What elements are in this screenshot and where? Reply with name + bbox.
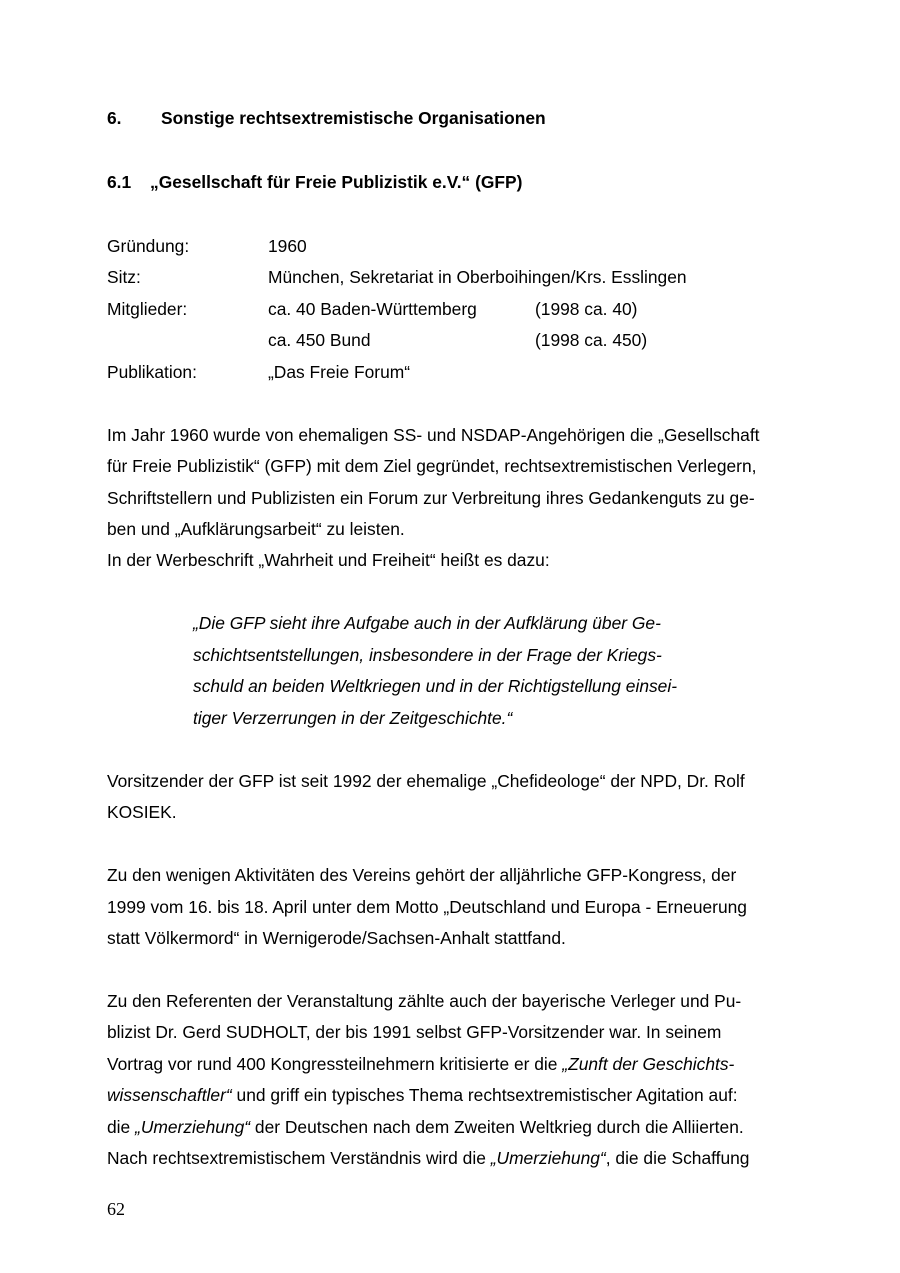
members-federal-prev: (1998 ca. 450) bbox=[535, 330, 648, 350]
text-line: In der Werbeschrift „Wahrheit und Freiheit“ heißt es dazu: bbox=[107, 550, 550, 570]
page-number: 62 bbox=[107, 1199, 125, 1219]
section-heading bbox=[107, 108, 546, 128]
members-bw-prev: (1998 ca. 40) bbox=[535, 299, 638, 319]
quote-line: „Die GFP sieht ihre Aufgabe auch in der Aufklärung über Ge- bbox=[193, 613, 661, 633]
text-line: Zu den Referenten der Veranstaltung zählte auch der bayerische Verleger und Pu- bbox=[107, 991, 742, 1011]
text-line: statt Völkermord“ in Wernigerode/Sachsen-Anhalt stattfand. bbox=[107, 928, 566, 948]
emphasis-run: wissenschaftler“ bbox=[107, 1085, 232, 1105]
emphasis-run: „Zunft der Geschichts- bbox=[562, 1054, 735, 1074]
publication-value: „Das Freie Forum“ bbox=[268, 362, 411, 382]
text-line: Vorsitzender der GFP ist seit 1992 der ehemalige „Chefideologe“ der NPD, Dr. Rolf bbox=[107, 771, 745, 791]
founding-value: 1960 bbox=[268, 236, 307, 256]
quote-line: schichtsentstellungen, insbesondere in der Frage der Kriegs- bbox=[193, 645, 662, 665]
text-run: der Deutschen nach dem Zweiten Weltkrieg durch die Alliierten. bbox=[250, 1117, 744, 1137]
seat-value: München, Sekretariat in Oberboihingen/Krs. Esslingen bbox=[268, 267, 687, 287]
text-line: 1999 vom 16. bis 18. April unter dem Motto „Deutschland und Europa - Erneuerung bbox=[107, 897, 747, 917]
subsection-heading bbox=[107, 172, 523, 192]
quote-line: schuld an beiden Weltkriegen und in der Richtigstellung einsei- bbox=[193, 676, 678, 696]
text-run: und griff ein typisches Thema rechtsextremistischer Agitation auf: bbox=[231, 1085, 738, 1105]
text-line bbox=[107, 1085, 738, 1105]
founding-label: Gründung: bbox=[107, 236, 190, 256]
text-run: Nach rechtsextremistischem Verständnis wird die bbox=[107, 1148, 491, 1168]
text-line: blizist Dr. Gerd SUDHOLT, der bis 1991 selbst GFP-Vorsitzender war. In seinem bbox=[107, 1022, 722, 1042]
text-line: ben und „Aufklärungsarbeit“ zu leisten. bbox=[107, 519, 405, 539]
text-line: KOSIEK. bbox=[107, 802, 177, 822]
section-number: 6. bbox=[107, 108, 122, 128]
subsection-number: 6.1 bbox=[107, 172, 132, 192]
emphasis-run: „Umerziehung“ bbox=[135, 1117, 251, 1137]
text-run: Vortrag vor rund 400 Kongressteilnehmern kritisierte er die bbox=[107, 1054, 563, 1074]
publication-label: Publikation: bbox=[107, 362, 197, 382]
text-line: Im Jahr 1960 wurde von ehemaligen SS- und NSDAP-Angehörigen die „Gesellschaft bbox=[107, 425, 760, 445]
text-line bbox=[107, 1117, 744, 1137]
quote-line: tiger Verzerrungen in der Zeitgeschichte.“ bbox=[193, 708, 513, 728]
text-line: für Freie Publizistik“ (GFP) mit dem Ziel gegründet, rechtsextremistischen Verlegern, bbox=[107, 456, 757, 476]
seat-label: Sitz: bbox=[107, 267, 141, 287]
members-federal: ca. 450 Bund bbox=[268, 330, 371, 350]
text-line: Zu den wenigen Aktivitäten des Vereins gehört der alljährliche GFP-Kongress, der bbox=[107, 865, 737, 885]
section-title: Sonstige rechtsextremistische Organisationen bbox=[161, 108, 546, 128]
text-run: die bbox=[107, 1117, 136, 1137]
members-bw: ca. 40 Baden-Württemberg bbox=[268, 299, 477, 319]
text-line bbox=[107, 1054, 734, 1074]
text-run: , die die Schaffung bbox=[605, 1148, 750, 1168]
members-label: Mitglieder: bbox=[107, 299, 188, 319]
emphasis-run: „Umerziehung“ bbox=[490, 1148, 606, 1168]
text-line: Schriftstellern und Publizisten ein Forum zur Verbreitung ihres Gedankenguts zu ge- bbox=[107, 488, 755, 508]
subsection-title: „Gesellschaft für Freie Publizistik e.V.“ (GFP) bbox=[150, 172, 523, 192]
text-line bbox=[107, 1148, 749, 1168]
